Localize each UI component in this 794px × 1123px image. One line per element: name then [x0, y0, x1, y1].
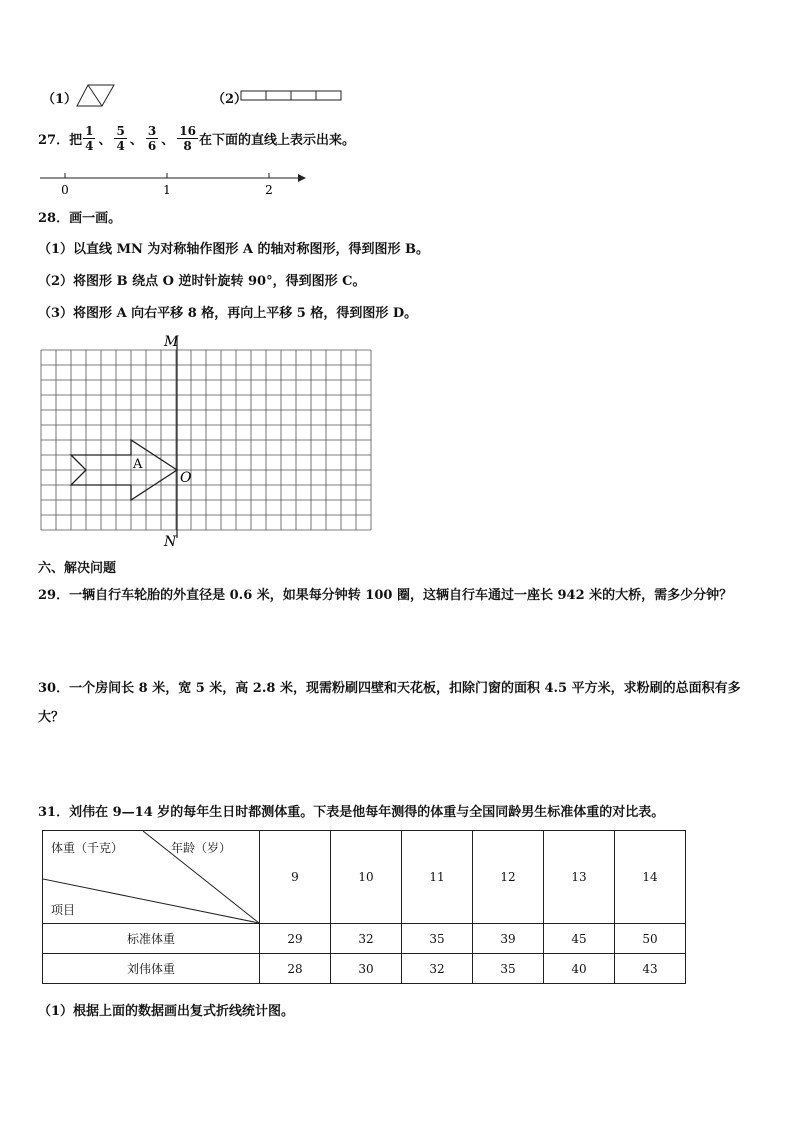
number-line	[36, 168, 306, 198]
age-cell: 13	[544, 831, 615, 924]
grid-figure	[36, 330, 381, 550]
q27-suffix: 在下面的直线上表示出来。	[198, 132, 355, 148]
age-cell: 9	[260, 831, 331, 924]
label-n: N	[164, 534, 177, 550]
table-header-row	[43, 831, 686, 924]
grid-lines	[41, 350, 371, 530]
q27-prefix: 把	[69, 132, 83, 148]
q28-item-1: （1）以直线 MN 为对称轴作图形 A 的轴对称图形，得到图形 B。	[38, 242, 430, 257]
tick-label-1: 1	[163, 183, 171, 197]
fraction-2-denominator: 4	[116, 138, 125, 153]
table-cell: 32	[331, 924, 402, 954]
q26-label-2: （2）	[212, 92, 248, 107]
fraction-3	[146, 124, 158, 153]
table-cell: 50	[615, 924, 686, 954]
fraction-2-numerator: 5	[116, 123, 125, 138]
header-weight: 体重（千克）	[51, 841, 124, 855]
table-cell: 35	[402, 924, 473, 954]
fraction-1-numerator: 1	[85, 123, 94, 138]
row-label: 标准体重	[43, 924, 260, 954]
tick-label-2: 2	[265, 183, 273, 197]
fraction-4-denominator: 8	[183, 138, 192, 153]
separator: 、	[129, 132, 143, 148]
age-cell: 10	[331, 831, 402, 924]
table-row	[43, 954, 686, 984]
fraction-4-numerator: 16	[179, 123, 196, 138]
segmented-bar-figure	[240, 90, 344, 102]
header-age: 年龄（岁）	[171, 841, 232, 855]
q28-title: 28．画一画。	[38, 211, 122, 226]
fraction-2	[114, 124, 126, 153]
label-m: M	[164, 334, 179, 350]
weight-table	[42, 830, 686, 984]
q30-line-2: 大？	[38, 710, 65, 725]
table-cell: 28	[260, 954, 331, 984]
table-cell: 39	[473, 924, 544, 954]
table-cell: 45	[544, 924, 615, 954]
fraction-1-denominator: 4	[85, 138, 94, 153]
q31-text: 31．刘伟在 9—14 岁的每年生日时都测体重。下表是他每年测得的体重与全国同龄男生标准体重的对比表。	[38, 805, 665, 820]
q31-sub-1: （1）根据上面的数据画出复式折线统计图。	[38, 1004, 295, 1019]
fraction-1	[83, 124, 95, 153]
q29-text: 29．一辆自行车轮胎的外直径是 0.6 米，如果每分钟转 100 圈，这辆自行车通过一座长 942 米的大桥，需多少分钟？	[38, 588, 733, 603]
fraction-4	[177, 124, 198, 153]
q28-item-3: （3）将图形 A 向右平移 8 格，再向上平移 5 格，得到图形 D。	[38, 306, 418, 321]
table-row	[43, 924, 686, 954]
separator: 、	[98, 132, 112, 148]
table-cell: 29	[260, 924, 331, 954]
fraction-3-numerator: 3	[147, 123, 157, 138]
q27-number: 27．	[38, 132, 70, 148]
table-cell: 30	[331, 954, 402, 984]
section-6-title: 六、解决问题	[38, 561, 117, 576]
tick-label-0: 0	[61, 183, 69, 197]
q28-item-2: （2）将图形 B 绕点 O 逆时针旋转 90°，得到图形 C。	[38, 274, 366, 289]
table-cell: 35	[473, 954, 544, 984]
q27-question	[38, 120, 355, 156]
age-cell: 11	[402, 831, 473, 924]
header-item: 项目	[51, 903, 76, 917]
q30-line-1: 30．一个房间长 8 米，宽 5 米，高 2.8 米，现需粉刷四壁和天花板，扣除门窗的面积 4.5 平方米，求粉刷的总面积有多	[38, 681, 741, 696]
separator: 、	[161, 132, 175, 148]
label-a: A	[133, 457, 143, 472]
table-cell: 32	[402, 954, 473, 984]
table-cell: 40	[544, 954, 615, 984]
row-label: 刘伟体重	[43, 954, 260, 984]
diagonal-header-cell	[43, 831, 260, 924]
parallelogram-figure	[76, 84, 116, 108]
label-o: O	[180, 470, 192, 486]
age-cell: 14	[615, 831, 686, 924]
q26-label-1: （1）	[42, 92, 78, 107]
age-cell: 12	[473, 831, 544, 924]
number-line-arrow	[298, 174, 306, 182]
table-cell: 43	[615, 954, 686, 984]
fraction-3-denominator: 6	[147, 138, 157, 153]
